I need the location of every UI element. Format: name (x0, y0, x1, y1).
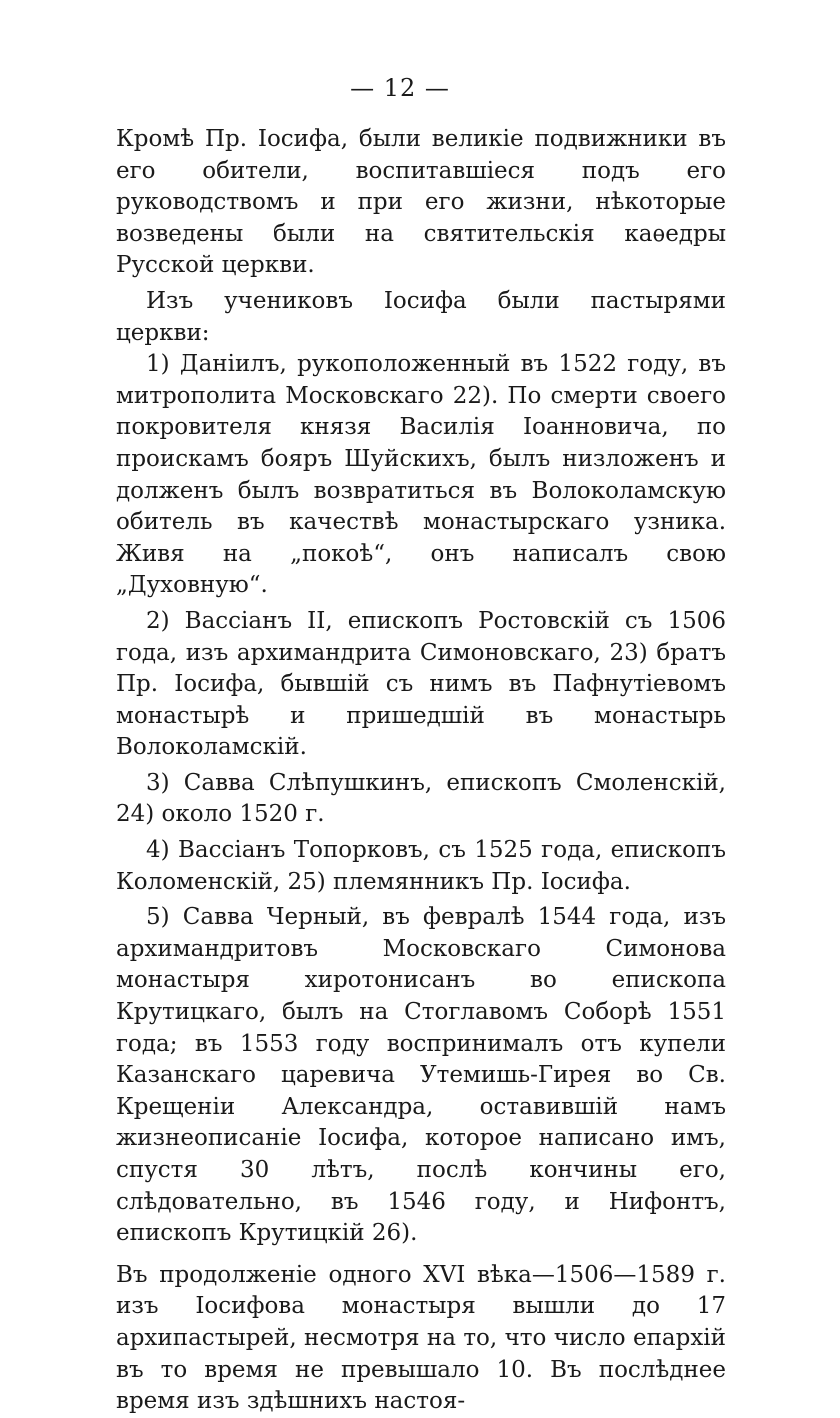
paragraph-summary: Въ продолженіе одного XVI вѣка—1506—1589 г. изъ Іосифова монастыря вышли до 17 архипастырей, несмотря на то, что число епархій въ то время не превышало 10. Въ послѣднее время изъ здѣшнихъ настоя- (116, 1261, 726, 1415)
paragraph-item-1: 1) Даніилъ, рукоположенный въ 1522 году, въ митрополита Московскаго 22). По смерти своего покровителя князя Василія Іоанновича, по проискамъ бояръ Шуйскихъ, былъ низложенъ и долженъ былъ возвратиться въ Волоколамскую обитель въ качествѣ монастырскаго узника. Живя на „покоѣ“, онъ написалъ свою „Духовную“. (116, 351, 726, 599)
paragraph-item-4: 4) Вассіанъ Топорковъ, съ 1525 года, епископъ Коломенскій, 25) племянникъ Пр. Іосифа. (116, 837, 726, 895)
page-number: — 12 — (350, 74, 450, 102)
paragraph-pastors-heading: Изъ учениковъ Іосифа были пастырями церкви: (116, 287, 726, 346)
paragraph-item-3: 3) Савва Слѣпушкинъ, епископъ Смоленскій, 24) около 1520 г. (116, 769, 726, 828)
body-text (116, 124, 726, 1418)
paragraph-intro: Кромѣ Пр. Іосифа, были великіе подвижники въ его обители, воспитавшіеся подъ его руководствомъ и при его жизни, нѣкоторые возведены были на святительскія каѳедры Русской церкви. (116, 126, 726, 279)
paragraph-item-5: 5) Савва Черный, въ февралѣ 1544 года, изъ архимандритовъ Московскаго Симонова монастыря хиротонисанъ во епископа Крутицкаго, былъ на Стоглавомъ Соборѣ 1551 года; въ 1553 году воспринималъ отъ купели Казанскаго царевича Утемишь-Гирея во Св. Крещеніи Александра, оставившій намъ жизнеописаніе Іосифа, которое написано имъ, спустя 30 лѣтъ, послѣ кончины его, слѣдовательно, въ 1546 году, и Нифонтъ, епископъ Крутицкій 26). (116, 904, 726, 1247)
paragraph-item-2: 2) Вассіанъ II, епископъ Ростовскій съ 1506 года, изъ архимандрита Симоновскаго, 23) братъ Пр. Іосифа, бывшій съ нимъ въ Пафнутіевомъ монастырѣ и пришедшій въ монастырь Волоколамскій. (116, 607, 726, 761)
